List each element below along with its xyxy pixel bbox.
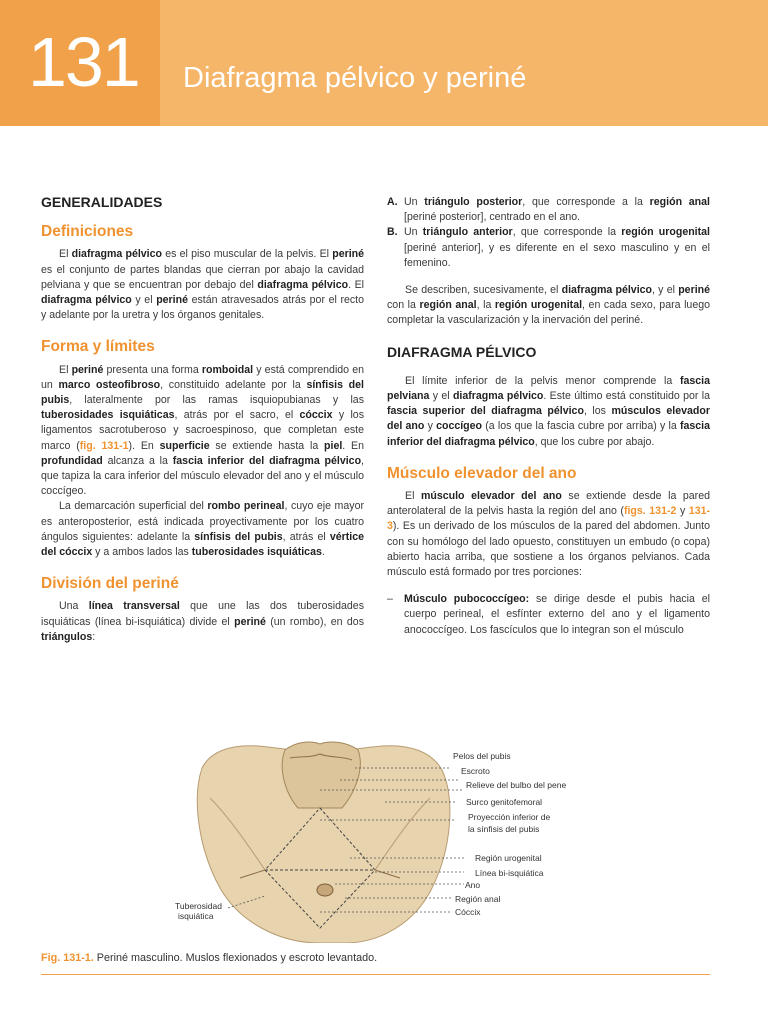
chapter-header [0,0,768,126]
paragraph-forma: El periné presenta una forma romboidal y está comprendido en un marco osteofibroso, constituido adelante por la sínfisis del pubis, lateralmente por las ramas isquiopubianas y las tuberosidades isquiáticas, atrás por el sacro, el cóccix y los ligamentos sacrotuberoso y sacroespinoso, que completan este marco (fig. 131-1). En superficie se extiende hasta la piel. En profundidad alcanza a la fascia inferior del diafragma pélvico, que tapiza la cara inferior del músculo elevador del ano y el músculo coccígeo. [41,363,364,498]
heading-generalidades: GENERALIDADES [41,194,163,210]
label-linea-bi-isquiatica: Línea bi-isquiática [475,868,544,878]
figure-caption [41,952,377,964]
label-tuberosidad-2: isquiática [178,911,214,921]
figure-perine-masculino [170,738,570,943]
figure-reference-link[interactable]: 131-3 [387,505,710,533]
list-item-a: A. Un triángulo posterior, que corresponde a la región anal [periné posterior], centrado en el ano. [387,196,710,224]
label-region-anal: Región anal [455,894,501,904]
right-column [387,195,710,638]
left-column [41,195,364,645]
label-proyeccion-2: la sínfisis del pubis [468,824,540,834]
label-pelos-pubis: Pelos del pubis [453,751,511,761]
figure-reference-link[interactable]: figs. 131-2 [623,505,677,518]
paragraph-definiciones: El diafragma pélvico es el piso muscular de la pelvis. El periné es el conjunto de partes blandas que cierran por abajo la cavidad pelviana y que se encuentran por debajo del diafragma pélvico. El diafragma pélvico y el periné están atravesados atrás por el recto y adelante por la uretra y los órganos genitales. [41,248,365,322]
footer-divider [41,974,710,975]
paragraph-descripcion: Se describen, sucesivamente, el diafragma pélvico, y el periné con la región anal, la región urogenital, en cada sexo, para luego completar la vascularización y la inervación del periné. [387,284,710,327]
heading-forma-limites: Forma y límites [41,338,155,356]
chapter-number: 131 [28,23,139,101]
paragraph-forma-2: La demarcación superficial del rombo perineal, cuyo eje mayor es anteroposterior, está indicada proyectivamente por los cuatro ángulos siguientes: adelante la sínfisis del pubis, atrás el vértice del cóccix y a ambos lados las tuberosidades isquiáticas. [41,500,365,559]
label-tuberosidad-1: Tuberosidad [175,901,222,911]
label-coccix: Cóccix [455,907,481,917]
label-ano: Ano [465,880,481,890]
paragraph-division: Una línea transversal que une las dos tuberosidades isquiáticas (línea bi-isquiática) divide el periné (un rombo), en dos triángulos: [41,600,364,643]
figure-caption-text: Periné masculino. Muslos flexionados y escroto levantado. [93,952,378,964]
heading-musculo-elevador: Músculo elevador del ano [387,464,577,482]
label-surco-genitofemoral: Surco genitofemoral [466,797,543,807]
chapter-title: Diafragma pélvico y periné [183,62,527,94]
bullet-pubococcigeo: – Músculo pubococcígeo: se dirige desde el pubis hacia el cuerpo perineal, el esfínter externo del ano y el ligamento anococcígeo. Los fascículos que lo integran son el músculo [387,593,710,636]
paragraph-elevador: El músculo elevador del ano se extiende desde la pared anterolateral de la pelvis hasta la región del ano (figs. 131-2 y 131-3). Es un derivado de los músculos de la pared del abdomen. Junto con su homólogo del lado opuesto, constituyen un embudo (o copa) abierto hacia arriba, que sostiene a los órganos pelvianos. Cada músculo está formado por tres porciones: [387,490,710,579]
list-item-b: B. Un triángulo anterior, que corresponde la región urogenital [periné anterior], y es diferente en el sexo masculino y en el femenino. [387,226,710,269]
figure-reference-link[interactable]: fig. 131-1 [79,439,129,452]
label-escroto: Escroto [461,766,490,776]
perineum-illustration [170,738,570,943]
chapter-number-box [0,0,160,126]
paragraph-diafragma: El límite inferior de la pelvis menor comprende la fascia pelviana y el diafragma pélvico. Este último está constituido por la fascia superior del diafragma pélvico, los músculos elevador del ano y coccígeo (a los que la fascia cubre por arriba) y la fascia inferior del diafragma pélvico, que los cubre por abajo. [387,374,710,448]
heading-diafragma-pelvico: DIAFRAGMA PÉLVICO [387,343,537,360]
heading-division-perine: División del periné [41,575,179,593]
heading-definiciones: Definiciones [41,223,134,241]
label-relieve-bulbo: Relieve del bulbo del pene [466,780,567,790]
label-region-urogenital: Región urogenital [475,853,542,863]
label-proyeccion-1: Proyección inferior de [468,812,551,822]
figure-caption-number: Fig. 131-1. [41,952,94,964]
